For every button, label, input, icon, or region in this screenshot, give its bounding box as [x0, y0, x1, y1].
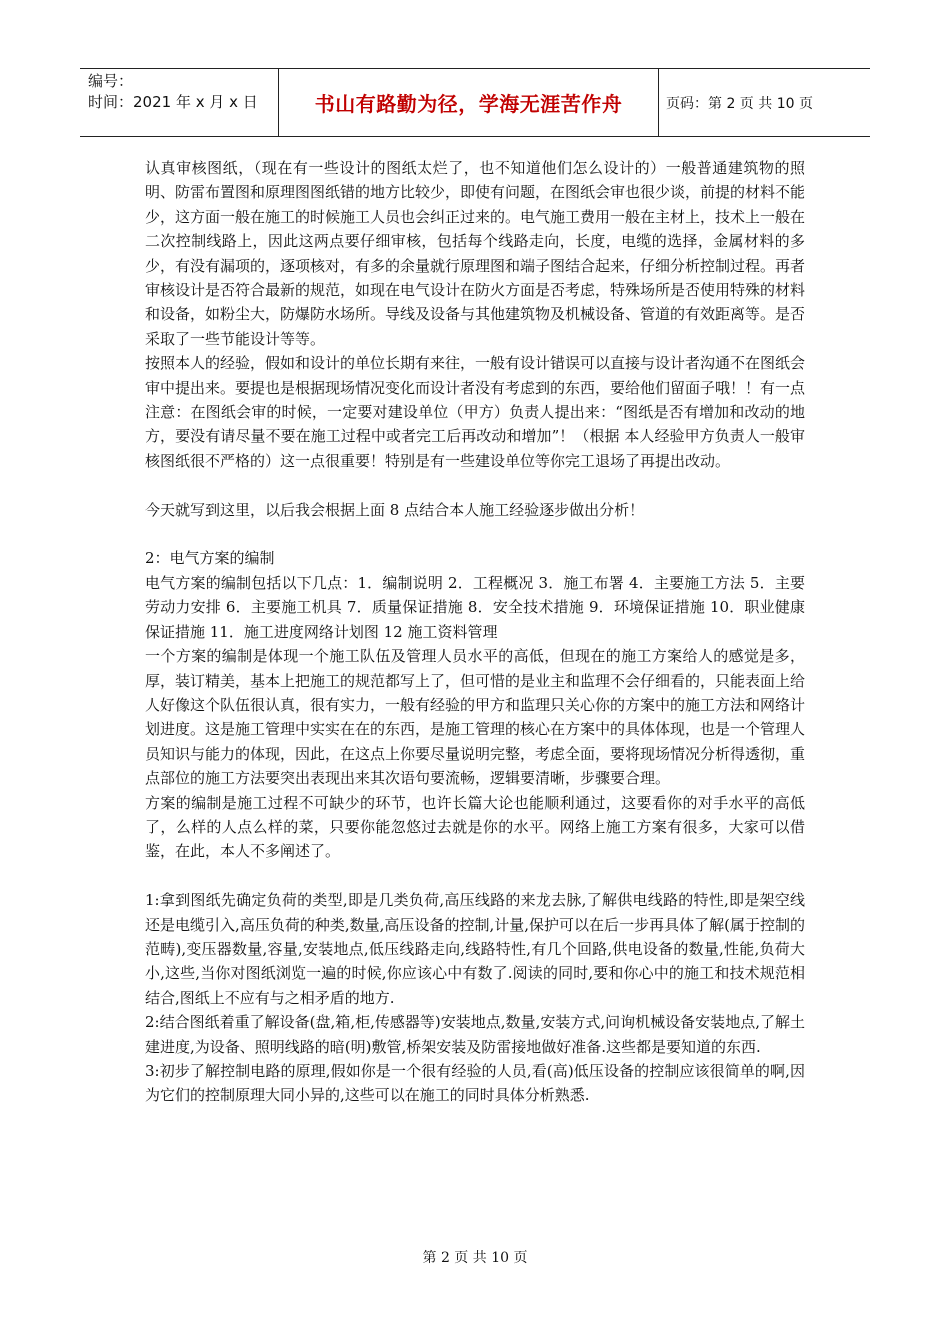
- paragraph: 一个方案的编制是体现一个施工队伍及管理人员水平的高低，但现在的施工方案给人的感觉是多，厚，装订精美，基本上把施工的规范都写上了，但可惜的是业主和监理不会仔细看的，只能表面上给人好像这个队伍很认真，很有实力，一般有经验的甲方和监理只关心你的方案中的施工方法和网络计划进度。这是施工管理中实实在在的东西，是施工管理的核心在方案中的具体体现，也是一个管理人员知识与能力的体现，因此，在这点上你要尽量说明完整，考虑全面，要将现场情况分析得透彻，重点部位的施工方法要突出表现出来其次语句要流畅，逻辑要清晰，步骤要合理。: [145, 647, 806, 788]
- paragraph: 3:初步了解控制电路的原理,假如你是一个很有经验的人员,看(高)低压设备的控制应该很简单的啊,因为它们的控制原理大同小异的,这些可以在施工的同时具体分析熟悉.: [145, 1061, 805, 1105]
- header-meta: [88, 71, 258, 113]
- document-number-label: 编号：: [88, 72, 134, 90]
- blank-line: [145, 522, 805, 546]
- document-body: [145, 156, 805, 1108]
- paragraph: 今天就写到这里，以后我会根据上面 8 点结合本人施工经验逐步做出分析！: [145, 500, 645, 519]
- page-footer: 第 2 页 共 10 页: [422, 1250, 528, 1266]
- section-heading: 2：电气方案的编制: [145, 549, 275, 568]
- blank-line: [145, 473, 805, 497]
- paragraph: 电气方案的编制包括以下几点：1．编制说明 2．工程概况 3．施工布署 4．主要施工方法 5．主要劳动力安排 6．主要施工机具 7．质量保证措施 8．安全技术措施 9．环境保证措施 10．职业健康保证措施 11．施工进度网络计划图 12 施工资料管理: [145, 573, 805, 641]
- header-motto: 书山有路勤为径，学海无涯苦作舟: [314, 92, 623, 116]
- paragraph: 1:拿到图纸先确定负荷的类型,即是几类负荷,高压线路的来龙去脉,了解供电线路的特性,即是架空线还是电缆引入,高压负荷的种类,数量,高压设备的控制,计量,保护可以在后一步再具体了解(属于控制的范畴),变压器数量,容量,安装地点,低压线路走向,线路特性,有几个回路,供电设备的数量,性能,负荷大小,这些,当你对图纸浏览一遍的时候,你应该心中有数了.阅读的同时,要和你心中的施工和技术规范相结合,图纸上不应有与之相矛盾的地方.: [145, 891, 805, 1007]
- page-header: [80, 68, 870, 137]
- header-page-number: 页码：第 2 页 共 10 页: [666, 95, 813, 112]
- document-date-label: 时间：2021 年 x 月 x 日: [88, 93, 258, 111]
- paragraph: 按照本人的经验，假如和设计的单位长期有来往，一般有设计错误可以直接与设计者沟通不在图纸会审中提出来。要提也是根据现场情况变化而设计者没有考虑到的东西，要给他们留面子哦！！有一点注意：在图纸会审的时候，一定要对建设单位（甲方）负责人提出来：“图纸是否有增加和改动的地方，要没有请尽量不要在施工过程中或者完工后再改动和增加”！（根据 本人经验甲方负责人一般审核图纸很不严格的）这一点很重要！特别是有一些建设单位等你完工退场了再提出改动。: [145, 354, 806, 470]
- header-divider: [658, 69, 659, 136]
- paragraph: 认真审核图纸，（现在有一些设计的图纸太烂了，也不知道他们怎么设计的）一般普通建筑物的照明、防雷布置图和原理图图纸错的地方比较少，即使有问题，在图纸会审也很少谈，前提的材料不能少，这方面一般在施工的时候施工人员也会纠正过来的。电气施工费用一般在主材上，技术上一般在二次控制线路上，因此这两点要仔细审核，包括每个线路走向，长度，电缆的选择，金属材料的多少，有没有漏项的，逐项核对，有多的余量就行原理图和端子图结合起来，仔细分析控制过程。再者审核设计是否符合最新的规范，如现在电气设计在防火方面是否考虑，特殊场所是否使用特殊的材料和设备，如粉尘大，防爆防水场所。导线及设备与其他建筑物及机械设备、管道的有效距离等。是否采取了一些节能设计等等。: [145, 159, 806, 348]
- paragraph: 方案的编制是施工过程不可缺少的环节，也许长篇大论也能顺利通过，这要看你的对手水平的高低了，么样的人点么样的菜，只要你能忽悠过去就是你的水平。网络上施工方案有很多，大家可以借鉴，在此，本人不多阐述了。: [145, 793, 805, 861]
- blank-line: [145, 864, 805, 888]
- paragraph: 2:结合图纸着重了解设备(盘,箱,柜,传感器等)安装地点,数量,安装方式,问询机械设备安装地点,了解土建进度,为设备、照明线路的暗(明)敷管,桥架安装及防雷接地做好准备.这些都是要知道的东西.: [145, 1013, 805, 1056]
